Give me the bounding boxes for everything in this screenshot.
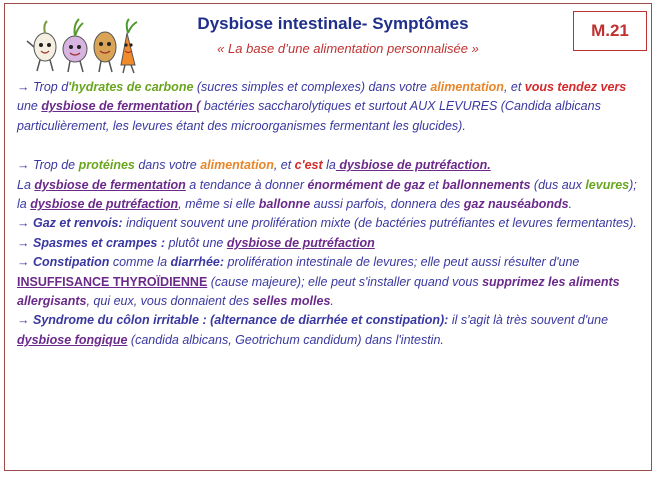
paragraph-gas-burps: [17, 214, 643, 233]
text: →: [17, 216, 33, 231]
paragraph-ibs: [17, 311, 643, 350]
text: ); la: [17, 177, 637, 212]
text: (cause majeure); elle peut s'installer quand vous: [207, 274, 483, 289]
term-putrefaction-dysbiosis: dysbiose de putréfaction.: [335, 158, 491, 173]
paragraph-carbohydrates: [17, 78, 643, 136]
text: a tendance à donner: [185, 177, 308, 192]
term-fungal-dysbiosis: dysbiose fongique: [17, 332, 128, 347]
highlight-diarrhea: diarrhée:: [170, 255, 225, 270]
text: .: [568, 197, 573, 212]
text: et: [424, 177, 443, 192]
highlight-cest: c'est: [294, 158, 323, 173]
text: la: [322, 158, 336, 173]
term-fermentation-dysbiosis: dysbiose de fermentation: [34, 177, 186, 192]
highlight-proteins: protéines: [78, 158, 135, 173]
text: plutôt une: [165, 235, 227, 250]
highlight-foul-gas: gaz nauséabonds: [463, 197, 569, 212]
paragraph-constipation: [17, 253, 643, 311]
highlight-alimentation: alimentation: [430, 80, 504, 94]
page-title: Dysbiose intestinale- Symptômes: [197, 14, 469, 33]
text: bactéries saccharolytiques et surtout AUX LEVURES (Candida albicans particulièrement, les levures étant des microorganismes fermentant les glucides).: [17, 99, 601, 133]
term-putrefaction-dysbiosis: dysbiose de putréfaction: [30, 197, 179, 212]
text: comme la: [109, 255, 171, 270]
paragraph-gas: [17, 176, 643, 215]
spacer: [17, 136, 643, 156]
text: , et: [273, 158, 295, 173]
text: (sucres simples et complexes) dans votre: [193, 80, 431, 94]
highlight-spasms: Spasmes et crampes :: [32, 235, 165, 250]
highlight-allergens: supprimez les aliments allergisants: [17, 274, 620, 309]
text: dans votre: [134, 158, 201, 173]
highlight-bloating: ballonnements: [442, 177, 531, 192]
highlight-carbohydrates: 'hydrates de carbone: [68, 80, 194, 94]
term-fermentation-dysbiosis: dysbiose de fermentation (: [41, 99, 201, 114]
highlight-constipation: Constipation: [32, 255, 110, 270]
module-badge: M.21: [573, 11, 647, 51]
highlight-yeasts: levures: [585, 177, 630, 192]
term-thyroid-insufficiency: INSUFFISANCE THYROÏDIENNE: [17, 274, 208, 289]
text: →: [17, 235, 33, 250]
text: il s'agit là très souvent d'une: [448, 313, 609, 328]
text: , même si elle: [178, 197, 259, 212]
text: (candida albicans, Geotrichum candidum) dans l'intestin.: [127, 332, 444, 347]
text: .: [330, 294, 334, 309]
text: La: [17, 177, 35, 192]
symptoms-text: [17, 78, 643, 350]
document-card: [4, 3, 652, 471]
page-subtitle: « La base d’une alimentation personnalisée »: [217, 41, 479, 56]
highlight-bloats: ballonne: [258, 197, 311, 212]
text: , qui eux, vous donnaient des: [86, 294, 253, 309]
paragraph-spasms: [17, 234, 643, 253]
highlight-tendency: vous tendez vers: [524, 80, 627, 94]
text: aussi parfois, donnera des: [310, 197, 464, 212]
highlight-gas: énormément de gaz: [307, 177, 425, 192]
text: indiquent souvent une prolifération mixte (de bactéries putréfiantes et levures fermentantes).: [122, 216, 637, 231]
paragraph-proteins: [17, 156, 643, 175]
text: → Trop de: [17, 158, 79, 173]
text: prolifération intestinale de levures; elle peut aussi résulter d'une: [224, 255, 580, 270]
text: →: [17, 255, 33, 270]
text: → Trop d: [17, 80, 69, 94]
text: , et: [503, 80, 525, 94]
highlight-alimentation: alimentation: [200, 158, 274, 173]
text: →: [17, 313, 33, 328]
highlight-gas-burps: Gaz et renvois:: [32, 216, 123, 231]
highlight-ibs: Syndrome du côlon irritable : (alternance de diarrhée et constipation):: [32, 313, 449, 328]
highlight-soft-stools: selles molles: [252, 294, 331, 309]
text: (dus aux: [530, 177, 586, 192]
term-putrefaction-dysbiosis: dysbiose de putréfaction: [226, 235, 375, 250]
text: une: [17, 99, 42, 114]
